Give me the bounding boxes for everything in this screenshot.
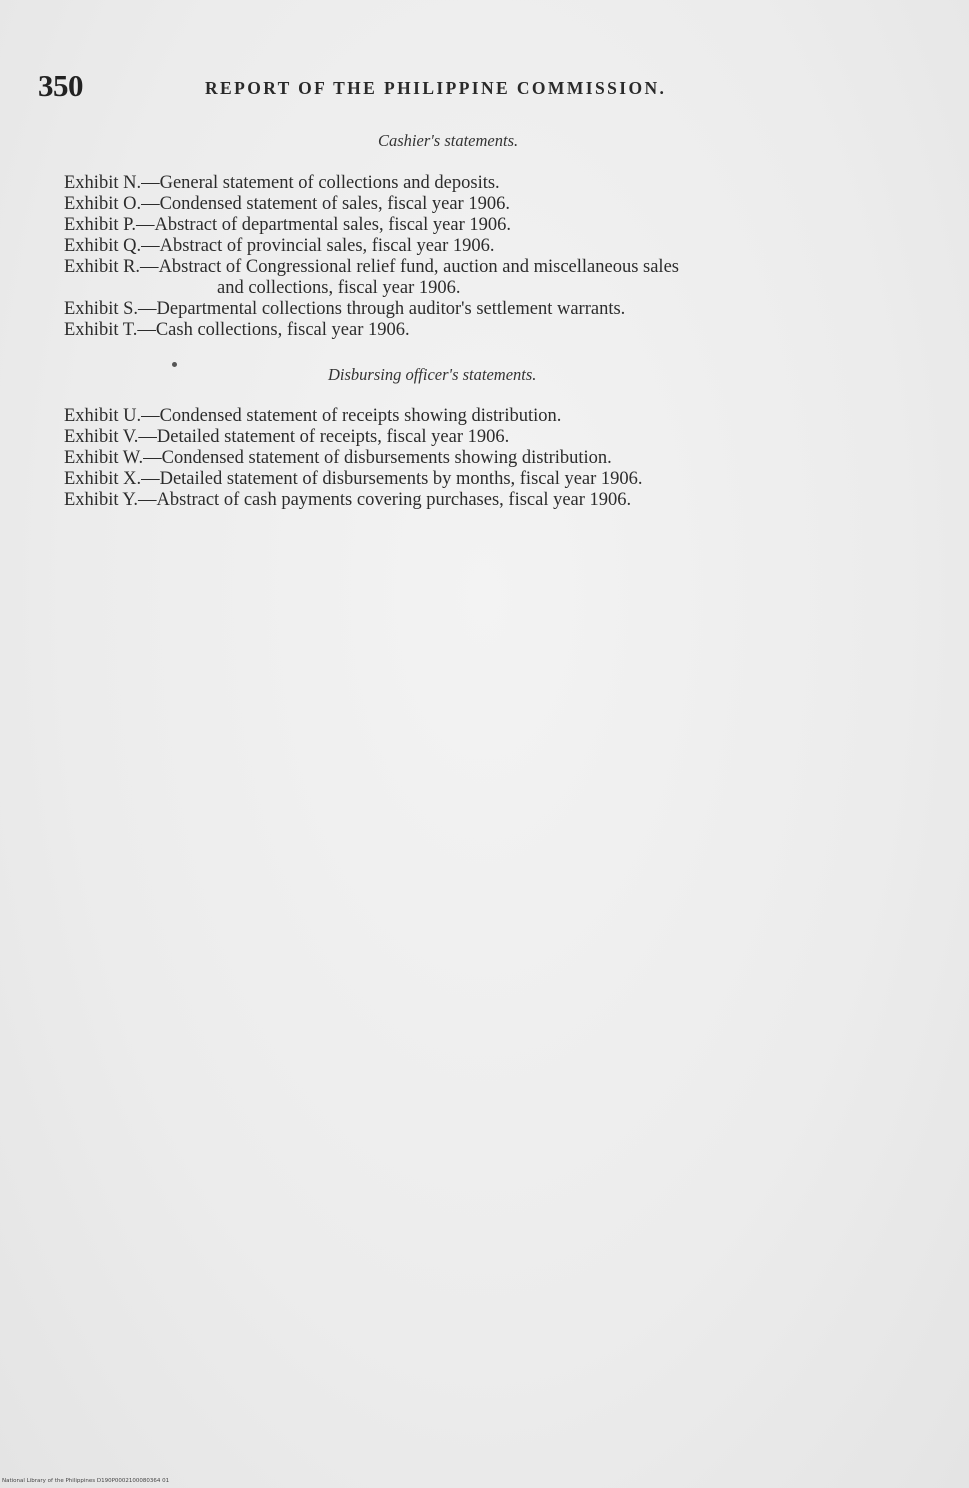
exhibit-list-disbursing xyxy=(64,406,944,511)
exhibit-text: Abstract of cash payments covering purchases, fiscal year 1906. xyxy=(156,490,632,510)
exhibit-text: Abstract of departmental sales, fiscal year 1906. xyxy=(154,215,511,235)
exhibit-text: Condensed statement of receipts showing distribution. xyxy=(159,406,562,426)
exhibit-label: Exhibit N.— xyxy=(64,173,160,193)
exhibit-label: Exhibit T.— xyxy=(64,320,156,340)
exhibit-text: Condensed statement of disbursements showing distribution. xyxy=(161,448,612,468)
exhibit-text: Cash collections, fiscal year 1906. xyxy=(155,320,410,340)
exhibit-label: Exhibit R.— xyxy=(64,257,159,277)
exhibit-item xyxy=(64,257,944,299)
exhibit-text: Abstract of provincial sales, fiscal year 1906. xyxy=(159,236,495,256)
exhibit-label: Exhibit P.— xyxy=(64,215,155,235)
page-number: 350 xyxy=(38,68,83,103)
exhibit-label: Exhibit U.— xyxy=(64,406,160,426)
exhibit-label: Exhibit X.— xyxy=(64,469,160,489)
running-head: REPORT OF THE PHILIPPINE COMMISSION. xyxy=(205,78,667,98)
exhibit-text: Abstract of Congressional relief fund, auction and miscellaneous sales xyxy=(158,257,679,277)
exhibit-text-continuation: and collections, fiscal year 1906. xyxy=(217,278,461,298)
exhibit-text: Detailed statement of disbursements by months, fiscal year 1906. xyxy=(159,469,643,489)
exhibit-item xyxy=(64,236,944,257)
exhibit-item xyxy=(64,320,944,341)
exhibit-item xyxy=(64,194,944,215)
exhibit-item xyxy=(64,490,944,511)
section-heading-disbursing: Disbursing officer's statements. xyxy=(328,365,537,384)
ink-speck xyxy=(172,362,177,367)
exhibit-text: Detailed statement of receipts, fiscal year 1906. xyxy=(156,427,510,447)
exhibit-item xyxy=(64,406,944,427)
exhibit-item xyxy=(64,215,944,236)
exhibit-label: Exhibit Y.— xyxy=(64,490,157,510)
exhibit-item xyxy=(64,427,944,448)
exhibit-item xyxy=(64,469,944,490)
scan-footer-note: National Library of the Philippines D190P0002100080364 01 xyxy=(2,1478,170,1484)
exhibit-item xyxy=(64,173,944,194)
exhibit-label: Exhibit V.— xyxy=(64,427,157,447)
exhibit-item xyxy=(64,448,944,469)
section-heading-cashier: Cashier's statements. xyxy=(378,131,519,150)
exhibit-label: Exhibit W.— xyxy=(64,448,162,468)
exhibit-text: General statement of collections and deposits. xyxy=(159,173,500,193)
exhibit-text: Condensed statement of sales, fiscal year 1906. xyxy=(159,194,510,214)
exhibit-text: Departmental collections through auditor's settlement warrants. xyxy=(156,299,626,319)
exhibit-label: Exhibit Q.— xyxy=(64,236,160,256)
exhibit-label: Exhibit S.— xyxy=(64,299,157,319)
exhibit-list-cashier xyxy=(64,173,944,341)
exhibit-item xyxy=(64,299,944,320)
exhibit-label: Exhibit O.— xyxy=(64,194,160,214)
